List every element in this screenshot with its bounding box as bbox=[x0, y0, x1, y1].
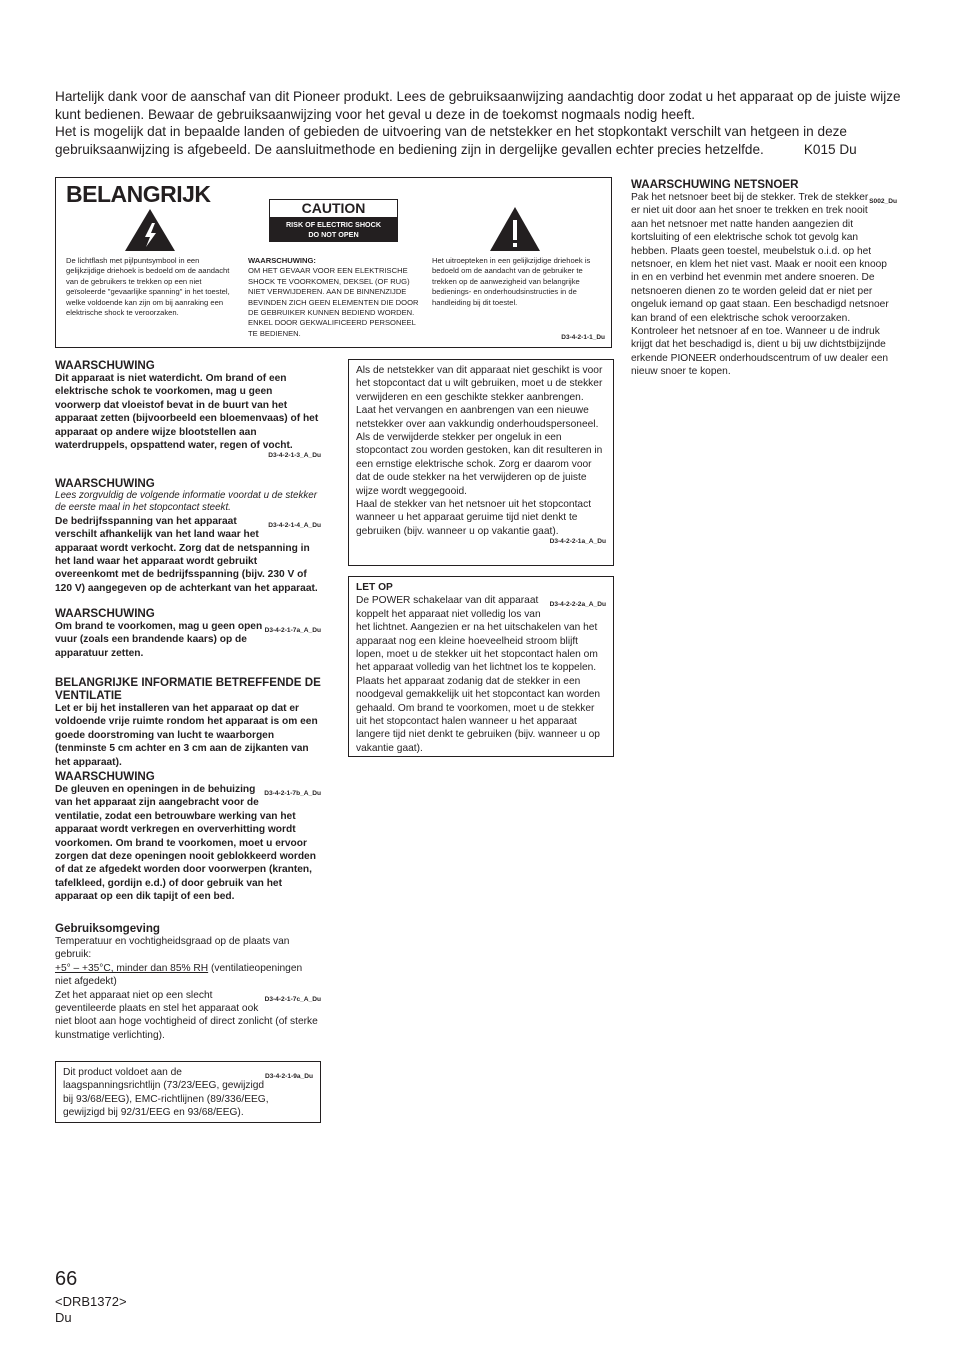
lightning-warning-icon bbox=[124, 208, 176, 252]
warning-voltage-intro: Lees zorgvuldig de volgende informatie voordat u de stekker de eerste maal in het stopcontact steekt. bbox=[55, 490, 317, 514]
warning-fire-text: Om brand te voorkomen, mag u geen open vuur (zoals een brandende kaars) op de apparatuur zetten. bbox=[55, 621, 263, 659]
warning-openings-body bbox=[55, 783, 321, 904]
let-op-body bbox=[356, 594, 606, 755]
page-number: 66 bbox=[55, 1268, 78, 1290]
caution-label-block bbox=[269, 199, 398, 242]
warning-waterproof-section bbox=[55, 359, 321, 459]
intro-paragraph-2-text: Het is mogelijk dat in bepaalde landen of gebieden de uitvoering van de netstekker en het stopkontakt verschilt van hetgeen in deze gebruiksaanwijzing is afgebeeld. De aansluitmethode en bediening zijn in dergelijke gevallen echter precies hetzelfde. bbox=[55, 124, 847, 157]
plug-replacement-code: D3-4-2-2-1a_A_Du bbox=[549, 538, 606, 546]
power-cord-warning-code: S002_Du bbox=[869, 198, 897, 205]
warning-openings-heading: WAARSCHUWING bbox=[55, 770, 155, 784]
ventilation-section bbox=[55, 676, 321, 904]
intro-text bbox=[55, 88, 905, 158]
warning-fire-code: D3-4-2-1-7a_A_Du bbox=[264, 627, 321, 634]
belangrijk-title: BELANGRIJK bbox=[66, 181, 211, 207]
warning-fire-section bbox=[55, 607, 321, 660]
warning-waterproof-heading: WAARSCHUWING bbox=[55, 359, 155, 372]
directive-text: Dit product voldoet aan de laagspanningsrichtlijn (73/23/EEG, gewijzigd bij 93/68/EEG), EMC-richtlijnen (89/336/EEG, gewijzigd bij 92/31/EEG en 93/68/EEG). bbox=[63, 1067, 269, 1119]
environment-underlined: +5° – +35°C, minder dan 85% RH bbox=[55, 962, 209, 974]
power-cord-warning-heading: WAARSCHUWING NETSNOER bbox=[631, 178, 799, 191]
caution-line-2: DO NOT OPEN bbox=[308, 230, 359, 239]
warning-voltage-heading: WAARSCHUWING bbox=[55, 477, 155, 490]
plug-replacement-box bbox=[348, 359, 614, 566]
belangrijk-box bbox=[55, 177, 612, 348]
model-code: <DRB1372> bbox=[55, 1294, 127, 1309]
environment-conditions bbox=[55, 962, 321, 989]
intro-code: K015 Du bbox=[803, 141, 857, 157]
power-cord-warning-section bbox=[631, 178, 897, 379]
belangrijk-code: D3-4-2-1-1_Du bbox=[561, 334, 605, 341]
intro-paragraph-1: Hartelijk dank voor de aanschaf van dit Pioneer produkt. Lees de gebruiksaanwijzing aandachtig door zodat u het apparaat op de juiste wijze kunt bedienen. Bewaar de gebruiksaanwijzing voor het geval u deze in de toekomst nogmaals nodig heeft. bbox=[55, 89, 901, 122]
environment-body-1: Temperatuur en vochtigheidsgraad op de plaats van gebruik: bbox=[55, 936, 290, 961]
directive-code: D3-4-2-1-9a_Du bbox=[264, 1073, 313, 1080]
exclamation-explanation: Het uitroepteken in een gelijkzijdige driehoek is bedoeld om de aandacht van de gebruiker te trekken op de aanwezigheid van belangrijke bedienings- en onderhoudsinstructies in de handleiding bij dit toestel. bbox=[432, 256, 591, 307]
language-code: Du bbox=[55, 1310, 72, 1325]
caution-line-1: RISK OF ELECTRIC SHOCK bbox=[285, 220, 382, 229]
warning-fire-body bbox=[55, 620, 321, 660]
warning-explanation-head: WAARSCHUWING: bbox=[248, 256, 316, 265]
warning-openings-text: De gleuven en openingen in de behuizing van het apparaat zijn aangebracht voor de ventilatie, zodat een betrouwbare werking van het apparaat wordt verkregen en oververhitting wordt voorkomen. Om brand te voorkomen, moet u ervoor zorgen dat deze openingen nooit geblokkeerd worden of dat ze afgedekt worden door voorwerpen (kranten, tafelkleed, gordijn e.d.) of door gebruik van het apparaat op een dik tapijt of een bed. bbox=[55, 784, 316, 903]
environment-heading: Gebruiksomgeving bbox=[55, 922, 161, 935]
let-op-heading: LET OP bbox=[356, 582, 393, 593]
page-footer-code bbox=[55, 1294, 127, 1326]
power-cord-warning-body bbox=[631, 191, 897, 379]
plug-replacement-body-2: Haal de stekker van het netsnoer uit het stopcontact wanneer u het apparaat geruime tijd niet denkt te gebruiken (bijv. wanneer u op vakantie gaat). bbox=[356, 499, 592, 537]
warning-waterproof-body: Dit apparaat is niet waterdicht. Om brand of een elektrische schok te voorkomen, mag u geen voorwerp dat vloeistof bevat in de buurt van het apparaat zetten (bijvoorbeeld een bloemenvaas) of het apparaat op andere wijze blootstellen aan waterdruppels, opspattend water, regen of vocht. bbox=[55, 373, 319, 452]
intro-paragraph-2 bbox=[55, 123, 905, 158]
ventilation-heading: BELANGRIJKE INFORMATIE BETREFFENDE DE VENTILATIE bbox=[55, 676, 321, 702]
warning-fire-heading: WAARSCHUWING bbox=[55, 607, 155, 620]
warning-voltage-body bbox=[55, 515, 321, 595]
caution-label: CAUTION bbox=[269, 199, 398, 218]
let-op-text: De POWER schakelaar van dit apparaat koppelt het apparaat niet volledig los van het lichtnet. Aangezien er na het uitschakelen van het apparaat nog een kleine hoeveelheid stroom blijft lopen, moet u de stekker uit het stopcontact halen om het apparaat volledig van het lichtnet los te koppelen. Plaats het apparaat zodanig dat de stekker in een noodgeval gemakkelijk uit het stopcontact kan worden gehaald. Om brand te voorkomen, moet u de stekker uit het stopcontact halen wanneer u het apparaat langere tijd niet denkt te gebruiken (bijv. wanneer u op vakantie gaat). bbox=[356, 595, 601, 754]
warning-voltage-section bbox=[55, 477, 321, 595]
warning-openings-code: D3-4-2-1-7b_A_Du bbox=[264, 790, 321, 798]
environment-code: D3-4-2-1-7c_A_Du bbox=[264, 995, 321, 1003]
warning-explanation bbox=[248, 256, 423, 339]
warning-voltage-code: D3-4-2-1-4_A_Du bbox=[268, 521, 321, 529]
lightning-explanation: De lichtflash met pijlpuntsymbool in een gelijkzijdige driehoek is bedoeld om de aandacht van de gebruikers te trekken op een niet geïsoleerde "gevaarlijke spanning" in het toestel, welke voldoende kan zijn om bij aanraking een elektrische shock te veroorzaken. bbox=[66, 256, 230, 318]
exclamation-warning-icon bbox=[489, 206, 541, 252]
let-op-box bbox=[348, 576, 614, 757]
plug-replacement-body-1: Als de netstekker van dit apparaat niet geschikt is voor het stopcontact dat u wilt gebruiken, moet u de stekker verwijderen en een geschikte stekker aanbrengen. Laat het vervangen en aanbrengen van een nieuwe netstekker over aan vakkundig onderhoudspersoneel. Als de verwijderde stekker per ongeluk in een stopcontact zou worden gestoken, kan dit resulteren in een ernstige elektrische schok. Zorg er daarom voor dat de oude stekker na het verwijderen op de juiste wijze wordt weggegooid. bbox=[356, 365, 603, 497]
let-op-code: D3-4-2-2-2a_A_Du bbox=[549, 601, 606, 609]
power-cord-warning-text: Pak het netsnoer beet bij de stekker. Trek de stekker er niet uit door aan het snoer te trekken en trek nooit aan het netsnoer met natte handen aangezien dit kortsluiting of een elektrische schok tot gevolg kan hebben. Plaats geen toestel, meubelstuk o.i.d. op het netsnoer, en klem het niet vast. Maak er nooit een knoop in en en verbind het evenmin met andere snoeren. De netsnoeren dienen zo te worden geleid dat er niet per ongeluk iemand op gaat staan. Een beschadigd netsnoer kan brand of een elektrische schok veroorzaken. Kontroleer het netsnoer af en toe. Wanneer u de indruk krijgt dat het beschadigd is, dient u bij uw dichtstbijzijnde erkende PIONEER onderhoudscentrum of uw dealer een nieuw snoer te kopen. bbox=[631, 192, 889, 378]
ventilation-body: Let er bij het installeren van het apparaat op dat er voldoende vrije ruimte rondom het apparaat is om een goede doorstroming van lucht te waarborgen (tenminste 5 cm achter en 3 cm aan de zijkanten van het apparaat). bbox=[55, 703, 318, 768]
environment-body-3-text: Zet het apparaat niet op een slecht geventileerde plaats en stel het apparaat ook niet bloot aan hoge vochtigheid of direct zonlicht (of sterke kunstmatige verlichting). bbox=[55, 989, 318, 1041]
environment-section bbox=[55, 922, 321, 1042]
directive-body bbox=[63, 1066, 313, 1120]
warning-voltage-text: De bedrijfsspanning van het apparaat verschilt afhankelijk van het land waar het apparaat wordt verkocht. Zorg dat de netspanning in het land waar het apparaat wordt gebruikt overeenkomt met de bedrijfsspanning (bijv. 230 V of 120 V) aangegeven op de achterkant van het apparaat. bbox=[55, 515, 318, 594]
warning-explanation-body: OM HET GEVAAR VOOR EEN ELEKTRISCHE SHOCK TE VOORKOMEN, DEKSEL (OF RUG) NIET VERWIJDEREN. AAN DE BINNENZIJDE BEVINDEN ZICH GEEN ELEMENTEN DIE DOOR DE GEBRUIKER KUNNEN BEDIEND WORDEN. ENKEL DOOR GEKWALIFICEERD PERSONEEL TE BEDIENEN. bbox=[248, 266, 419, 338]
caution-sublabel bbox=[269, 218, 398, 242]
directive-box bbox=[55, 1061, 321, 1123]
environment-conditions-note: (ventilatieopeningen niet afgedekt) bbox=[55, 962, 303, 988]
environment-body-3 bbox=[55, 989, 321, 1043]
warning-waterproof-code: D3-4-2-1-3_A_Du bbox=[268, 452, 321, 460]
